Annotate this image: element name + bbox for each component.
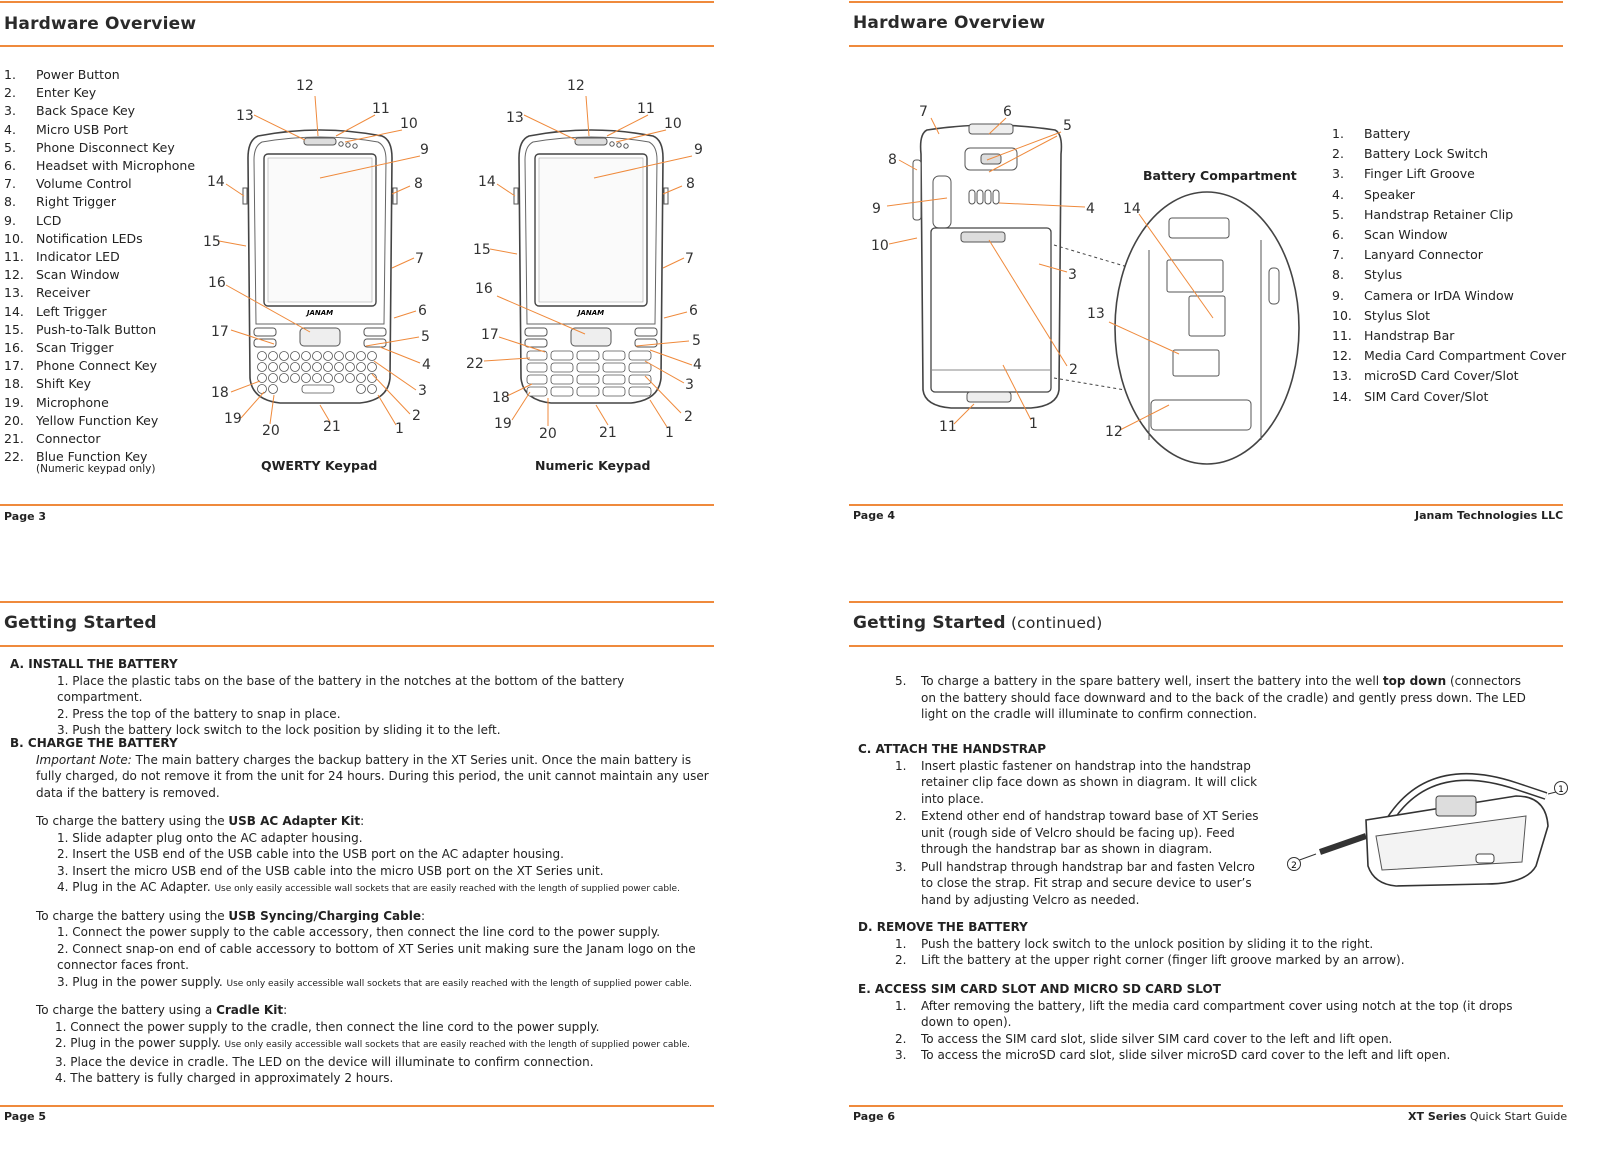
- legend-number: 10.: [1332, 307, 1352, 323]
- brand-logo: JANAM: [577, 309, 605, 317]
- page-title-text: Getting Started: [853, 613, 1006, 633]
- legend-number: 12.: [4, 267, 24, 283]
- callout-number: 1: [1029, 416, 1038, 432]
- legend-number: 6.: [1332, 227, 1344, 243]
- step-text: Lift the battery at the upper right corner (finger lift groove marked by an arrow).: [921, 953, 1405, 967]
- section-b-heading: B. CHARGE THE BATTERY: [10, 736, 178, 750]
- step-number: 1.: [895, 998, 907, 1013]
- usb-kit-intro: To charge the battery using the USB AC Adapter Kit:: [36, 814, 365, 828]
- callout-number: 11: [637, 101, 655, 117]
- legend-number: 14.: [1332, 388, 1352, 404]
- legend-number: 17.: [4, 358, 24, 374]
- sync-intro-text: To charge the battery using the: [36, 908, 229, 923]
- section-e: [858, 981, 1558, 1064]
- callout-number: 20: [262, 423, 280, 439]
- legend-label-text: microSD Card Cover/Slot: [1364, 368, 1519, 384]
- step: [895, 1031, 1515, 1048]
- numeric-caption: Numeric Keypad: [535, 458, 651, 473]
- callout-number: 10: [664, 116, 682, 132]
- section-c-steps: [858, 758, 1268, 909]
- section-c-heading: C. ATTACH THE HANDSTRAP: [858, 742, 1047, 756]
- step-5-text: [921, 673, 1535, 723]
- callout-number: 1: [395, 421, 404, 437]
- step-text: Extend other end of handstrap toward base of XT Series unit (rough side of Velcro should be facing up). Feed through the handstrap bar as shown in diagram.: [921, 809, 1259, 856]
- legend-label-text: Scan Window: [36, 267, 120, 283]
- callout-number: 19: [494, 416, 512, 432]
- callout-number: 12: [1105, 424, 1123, 440]
- step: 1. Place the plastic tabs on the base of the battery in the notches at the bottom of the battery compartment.: [57, 673, 625, 704]
- legend-number: 8.: [1332, 267, 1344, 283]
- legend-label-text: Lanyard Connector: [1364, 247, 1483, 263]
- callout-number: 16: [208, 275, 226, 291]
- legend-label-text: Stylus: [1364, 267, 1403, 283]
- callout-number: 8: [686, 176, 695, 192]
- step-5: [895, 673, 1535, 723]
- legend-number: 1.: [1332, 126, 1344, 141]
- legend-label-text: Finger Lift Groove: [1364, 166, 1475, 182]
- legend-number: 14.: [4, 303, 24, 319]
- cradle-intro-text: To charge the battery using a: [36, 1003, 217, 1017]
- callout-number: 11: [939, 419, 957, 435]
- step: 2. Press the top of the battery to snap in place.: [57, 706, 341, 721]
- legend-label-text: LCD: [36, 212, 62, 228]
- page-number: Page 3: [4, 510, 47, 523]
- page-6: [849, 596, 1618, 1158]
- legend-label-text: Enter Key: [36, 85, 97, 101]
- legend-label-text: Volume Control: [36, 176, 132, 192]
- callout-number: 15: [203, 234, 221, 250]
- callout-number: 6: [689, 303, 698, 319]
- wall-socket-note: Use only easily accessible wall sockets that are easily reached with the length of supplied power cable.: [226, 978, 692, 989]
- legend-number: 11.: [4, 249, 24, 265]
- callout-number: 13: [236, 108, 254, 124]
- legend-label-text: Connector: [36, 431, 101, 447]
- legend-label-text: Camera or IrDA Window: [1364, 287, 1514, 303]
- sync-cable-name: USB Syncing/Charging Cable: [228, 908, 421, 923]
- page-number: Page 6: [853, 1110, 896, 1123]
- legend-number: 1.: [4, 67, 16, 82]
- step-number: 1.: [895, 936, 907, 951]
- important-note-label: Important Note:: [36, 752, 132, 767]
- qwerty-caption: QWERTY Keypad: [261, 458, 378, 473]
- callout-number: 19: [224, 411, 242, 427]
- handstrap-diagram: [1286, 766, 1576, 896]
- legend-note: (Numeric keypad only): [36, 463, 156, 476]
- cradle-step-1: 1. Connect the power supply to the cradle, then connect the line cord to the power supply.: [55, 1019, 600, 1034]
- step-text: To access the microSD card slot, slide silver microSD card cover to the left and lift open.: [921, 1048, 1451, 1062]
- callout-number: 6: [1003, 104, 1012, 120]
- callout-number: 4: [693, 357, 702, 373]
- section-c: [858, 741, 1268, 909]
- section-e-steps: [858, 998, 1515, 1064]
- legend-label-text: Phone Connect Key: [36, 358, 158, 374]
- callout-number: 9: [872, 201, 881, 217]
- callout-number: 16: [475, 281, 493, 297]
- callout-number: 15: [473, 242, 491, 258]
- legend-label-text: Left Trigger: [36, 303, 107, 319]
- callout-number: 11: [372, 101, 390, 117]
- legend-number: 13.: [1332, 368, 1352, 384]
- compartment-caption: Battery Compartment: [1143, 168, 1297, 183]
- legend-number: 15.: [4, 321, 24, 337]
- top-rule: [849, 601, 1563, 603]
- section-b: [10, 735, 710, 1087]
- svg-text:1: 1: [1558, 785, 1564, 795]
- legend-number: 10.: [4, 230, 24, 246]
- callout-number: 3: [685, 377, 694, 393]
- legend-label-text: Speaker: [1364, 186, 1415, 202]
- usb-kit-steps: [10, 830, 710, 880]
- callout-number: 14: [1123, 201, 1141, 217]
- legend-label-text: Media Card Compartment Cover: [1364, 348, 1567, 364]
- legend-number: 2.: [1332, 146, 1344, 162]
- guide-rest: Quick Start Guide: [1466, 1110, 1568, 1123]
- bottom-rule: [849, 504, 1563, 506]
- legend-number: 20.: [4, 412, 24, 428]
- callout-number: 13: [506, 110, 524, 126]
- section-d: [858, 919, 1558, 969]
- title-rule: [849, 645, 1563, 647]
- callout-number: 22: [466, 356, 484, 372]
- section-a: [10, 656, 710, 739]
- callout-number: 13: [1087, 306, 1105, 322]
- legend-number: 7.: [4, 176, 16, 192]
- bottom-rule: [0, 1105, 714, 1107]
- section-e-heading: E. ACCESS SIM CARD SLOT AND MICRO SD CARD SLOT: [858, 982, 1221, 996]
- legend-number: 4.: [1332, 186, 1344, 202]
- callout-number: 9: [694, 142, 703, 158]
- legend-number: 13.: [4, 285, 24, 301]
- title-rule: [0, 645, 714, 647]
- step-text: To access the SIM card slot, slide silver SIM card cover to the left and lift open.: [921, 1031, 1393, 1046]
- legend-label-text: Stylus Slot: [1364, 307, 1431, 323]
- page-3: [0, 0, 720, 530]
- step-number: 2.: [895, 809, 907, 823]
- sync-cable-intro: To charge the battery using the USB Syncing/Charging Cable:: [36, 908, 426, 923]
- callout-number: 20: [539, 426, 557, 442]
- callout-number: 5: [1063, 118, 1072, 134]
- step-text: After removing the battery, lift the media card compartment cover using notch at the top (it drops down to open).: [921, 998, 1513, 1029]
- wall-socket-note: Use only easily accessible wall sockets that are easily reached with the length of supplied power cable.: [214, 884, 680, 894]
- legend-number: 9.: [4, 212, 16, 228]
- callout-number: 21: [599, 425, 617, 441]
- callout-number: 7: [919, 104, 928, 120]
- step-number: 3.: [895, 1048, 907, 1062]
- callout-number: 9: [420, 142, 429, 158]
- step: [895, 952, 1558, 969]
- callout-number: 2: [1069, 362, 1078, 378]
- callout-number: 17: [481, 327, 499, 343]
- page-title-continued: (continued): [1005, 614, 1103, 632]
- step: 1. Connect the power supply to the cable accessory, then connect the line cord to the power supply.: [57, 925, 661, 939]
- callout-number: 5: [421, 329, 430, 345]
- legend-label-text: Notification LEDs: [36, 230, 143, 246]
- step: 1. Slide adapter plug onto the AC adapter housing.: [57, 830, 363, 845]
- legend-number: 6.: [4, 158, 16, 174]
- step: [895, 758, 1268, 808]
- legend-label-text: Receiver: [36, 285, 91, 301]
- legend-number: 21.: [4, 431, 24, 447]
- page-4: [849, 0, 1618, 530]
- step-number: 2.: [895, 953, 907, 967]
- legend-label-text: Scan Window: [1364, 227, 1448, 243]
- bottom-rule: [849, 1105, 1563, 1107]
- page-5: [0, 596, 720, 1158]
- legend-label-text: Shift Key: [36, 376, 92, 392]
- usb-intro-text: To charge the battery using the: [36, 814, 229, 828]
- callout-number: 14: [207, 174, 225, 190]
- step-text: Push the battery lock switch to the unlock position by sliding it to the right.: [921, 936, 1374, 951]
- legend-number: 3.: [1332, 166, 1344, 182]
- callout-number: 2: [684, 409, 693, 425]
- legend-label-text: Power Button: [36, 67, 120, 82]
- section-d-heading: D. REMOVE THE BATTERY: [858, 920, 1028, 934]
- step-5-text-a: To charge a battery in the spare battery well, insert the battery into the well: [921, 674, 1383, 688]
- guide-brand: XT Series: [1408, 1110, 1467, 1123]
- brand-logo: JANAM: [306, 309, 334, 317]
- cradle-kit-intro: To charge the battery using a Cradle Kit:: [36, 1003, 288, 1017]
- step: 3. Place the device in cradle. The LED on the device will illuminate to confirm connection.: [55, 1054, 594, 1069]
- legend-number: 2.: [4, 85, 16, 101]
- company-name: Janam Technologies LLC: [1415, 509, 1564, 522]
- step: [895, 936, 1558, 953]
- legend-number: 19.: [4, 394, 24, 410]
- legend-label-text: Microphone: [36, 394, 109, 410]
- step-text: Insert plastic fastener on handstrap into the handstrap retainer clip face down as shown in diagram. It will click into place.: [921, 758, 1258, 806]
- section-a-steps: [10, 673, 710, 739]
- legend-label-text: Handstrap Retainer Clip: [1364, 206, 1514, 222]
- back-callout-lines: [849, 0, 1618, 530]
- page-title: Hardware Overview: [853, 13, 1046, 33]
- callout-number: 2: [412, 408, 421, 424]
- step-number: 2.: [895, 1031, 907, 1046]
- callout-number: 18: [211, 385, 229, 401]
- usb-step-4: [10, 879, 710, 898]
- callout-number: 1: [665, 425, 674, 441]
- callout-number: 4: [1086, 201, 1095, 217]
- page-number: Page 5: [4, 1110, 47, 1123]
- step: [895, 1047, 1515, 1064]
- legend-number: 5.: [1332, 206, 1344, 222]
- step-5-bold: top down: [1382, 674, 1447, 688]
- numeric-callout-lines: [0, 0, 720, 530]
- step-number: 3.: [895, 859, 907, 874]
- legend-label-text: Push-to-Talk Button: [36, 321, 157, 337]
- step-5-text-b: (connectors on the battery should face downward and to the back of the cradle) and gently press down. The LED light on the cradle will illuminate to confirm connection.: [921, 674, 1526, 721]
- sync-cable-steps: [10, 924, 717, 974]
- legend-label-text: Right Trigger: [36, 194, 116, 210]
- callout-number: 4: [422, 357, 431, 373]
- step: [895, 859, 1268, 909]
- legend-label-text: Handstrap Bar: [1364, 328, 1455, 344]
- wall-socket-note: Use only easily accessible wall sockets that are easily reached with the length of supplied power cable.: [224, 1040, 690, 1050]
- step-text: Pull handstrap through handstrap bar and fasten Velcro to close the strap. Fit strap and secure device to user’s hand by adjusting Velcro as needed.: [921, 859, 1255, 907]
- step-5-number: 5.: [895, 674, 907, 688]
- cradle-kit-steps: [10, 1054, 710, 1087]
- callout-number: 3: [418, 383, 427, 399]
- usb-kit-name: USB AC Adapter Kit: [228, 814, 361, 828]
- page-title: Getting Started: [4, 613, 157, 633]
- step: 3. Push the battery lock switch to the lock position by sliding it to the left.: [57, 723, 501, 737]
- legend-number: 5.: [4, 139, 16, 155]
- callout-number: 7: [685, 251, 694, 267]
- legend-number: 11.: [1332, 328, 1352, 344]
- legend-label-text: Indicator LED: [36, 249, 120, 265]
- section-a-heading: A. INSTALL THE BATTERY: [10, 657, 178, 671]
- legend-label-text: Yellow Function Key: [36, 412, 159, 428]
- cradle-step-2-text: 2. Plug in the power supply.: [55, 1036, 225, 1050]
- legend-label-text: Blue Function Key: [36, 449, 148, 465]
- callout-number: 12: [567, 78, 585, 94]
- step: [895, 998, 1515, 1031]
- step: 2. Insert the USB end of the USB cable into the USB port on the AC adapter housing.: [57, 847, 564, 861]
- legend-number: 3.: [4, 103, 16, 119]
- legend-label-text: Phone Disconnect Key: [36, 139, 175, 155]
- usb-step-4-text: 4. Plug in the AC Adapter.: [57, 880, 215, 894]
- legend-label-text: Battery Lock Switch: [1364, 146, 1489, 162]
- legend-number: 8.: [4, 194, 16, 210]
- legend-number: 18.: [4, 376, 24, 392]
- legend-number: 9.: [1332, 287, 1344, 303]
- callout-number: 8: [414, 176, 423, 192]
- callout-number: 3: [1068, 267, 1077, 283]
- callout-number: 8: [888, 152, 897, 168]
- callout-number: 10: [400, 116, 418, 132]
- legend-label-text: Back Space Key: [36, 103, 136, 119]
- guide-name: [1408, 1110, 1567, 1123]
- callout-number: 17: [211, 324, 229, 340]
- callout-number: 6: [418, 303, 427, 319]
- step: 2. Connect snap-on end of cable accessory to bottom of XT Series unit making sure the Janam logo on the connector faces front.: [57, 941, 696, 972]
- cradle-step-2: [10, 1035, 710, 1054]
- legend-number: 7.: [1332, 247, 1344, 263]
- legend-number: 4.: [4, 121, 16, 137]
- important-note: [10, 752, 710, 802]
- callout-number: 10: [871, 238, 889, 254]
- step: 4. The battery is fully charged in approximately 2 hours.: [55, 1071, 394, 1085]
- callout-number: 18: [492, 390, 510, 406]
- legend-number: 16.: [4, 340, 24, 356]
- legend-label-text: Battery: [1364, 126, 1411, 141]
- callout-number: 21: [323, 419, 341, 435]
- callout-number: 7: [415, 251, 424, 267]
- callout-number: 12: [296, 78, 314, 94]
- top-rule: [0, 601, 714, 603]
- page-title: [853, 613, 1102, 633]
- legend-label-text: Micro USB Port: [36, 121, 129, 137]
- sync-step-3-text: 3. Plug in the power supply.: [57, 974, 227, 989]
- step: 3. Insert the micro USB end of the USB cable into the micro USB port on the XT Series unit.: [57, 863, 604, 878]
- bottom-rule: [0, 504, 714, 506]
- section-d-steps: [858, 936, 1558, 969]
- step-number: 1.: [895, 758, 907, 773]
- legend-label-text: SIM Card Cover/Slot: [1364, 388, 1489, 404]
- callout-number: 5: [692, 333, 701, 349]
- legend-label-text: Scan Trigger: [36, 340, 114, 356]
- legend-number: 12.: [1332, 348, 1352, 364]
- sync-step-3: [10, 974, 710, 993]
- page-title: Hardware Overview: [4, 14, 197, 34]
- important-note-text: The main battery charges the backup battery in the XT Series unit. Once the main battery is fully charged, do not remove it from the unit for 24 hours. During this period, the unit cannot maintain any user data if the battery is removed.: [36, 752, 709, 800]
- svg-text:2: 2: [1291, 861, 1297, 871]
- cradle-kit-name: Cradle Kit: [216, 1003, 284, 1017]
- legend-label-text: Headset with Microphone: [36, 158, 196, 174]
- callout-number: 14: [478, 174, 496, 190]
- step: [895, 808, 1268, 858]
- legend-number: 22.: [4, 449, 24, 465]
- page-number: Page 4: [853, 509, 896, 522]
